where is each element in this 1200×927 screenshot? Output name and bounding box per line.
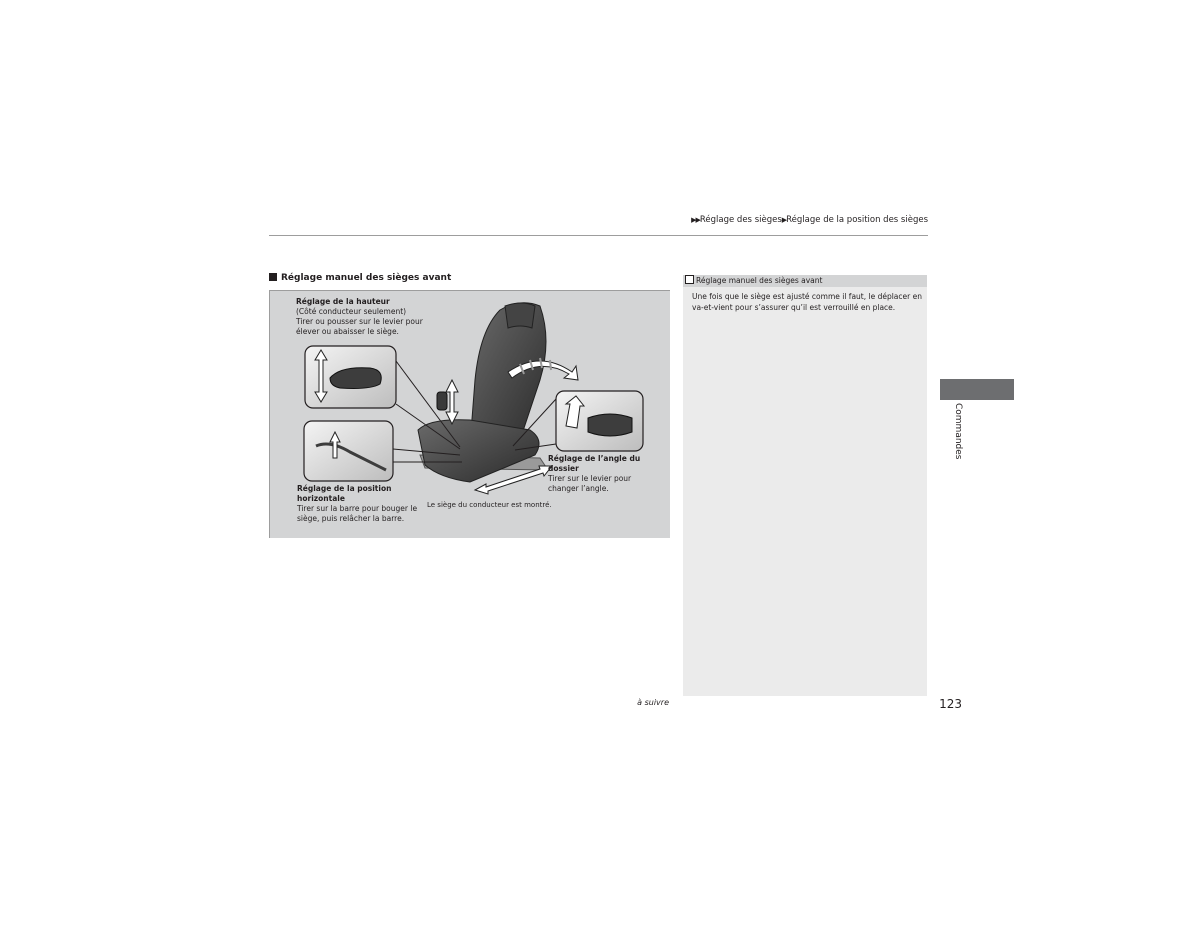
horizontal-adjust-title: Réglage de la position horizontale	[297, 484, 392, 503]
horizontal-adjust-callout	[297, 484, 422, 524]
continued-note: à suivre	[637, 698, 669, 707]
seat-cushion	[418, 420, 539, 482]
backrest-adjust-callout	[548, 454, 648, 494]
breadcrumb-item: Réglage des sièges	[699, 215, 782, 225]
figure-caption: Le siège du conducteur est montré.	[427, 501, 552, 509]
height-arrow-icon	[446, 380, 458, 424]
backrest-adjust-title: Réglage de l’angle du dossier	[548, 454, 641, 473]
sidenote-box	[683, 275, 927, 696]
backrest-lever-inset	[556, 391, 643, 451]
sidenote-title-text: Réglage manuel des sièges avant	[696, 276, 823, 285]
page-number: 123	[939, 697, 962, 711]
section-heading-text: Réglage manuel des sièges avant	[281, 273, 452, 283]
horizontal-bar-inset	[304, 421, 393, 481]
height-adjust-callout	[296, 297, 426, 337]
height-lever-inset	[305, 346, 396, 408]
sidenote-title	[683, 275, 927, 287]
backrest-adjust-body: Tirer sur le levier pour changer l’angle.	[548, 474, 632, 493]
height-adjust-title: Réglage de la hauteur	[296, 297, 390, 306]
breadcrumb-item: Réglage de la position des sièges	[786, 215, 928, 225]
chapter-tab	[940, 379, 1014, 400]
reference-box-icon	[685, 275, 694, 284]
arrow-icon: ▶	[781, 216, 787, 224]
height-adjust-subtitle: (Côté conducteur seulement)	[296, 307, 407, 316]
sidenote-body: Une fois que le siège est ajusté comme il faut, le déplacer en va-et-vient pour s’assurer qu’il est verrouillé en place.	[692, 292, 922, 312]
horizontal-adjust-body: Tirer sur la barre pour bouger le siège, puis relâcher la barre.	[297, 504, 418, 523]
double-arrow-icon: ▶▶	[691, 216, 700, 224]
height-lever	[437, 392, 447, 410]
chapter-label	[935, 403, 969, 463]
height-adjust-body: Tirer ou pousser sur le levier pour élever ou abaisser le siège.	[296, 317, 423, 336]
chapter-label-text: Commandes	[953, 403, 963, 460]
